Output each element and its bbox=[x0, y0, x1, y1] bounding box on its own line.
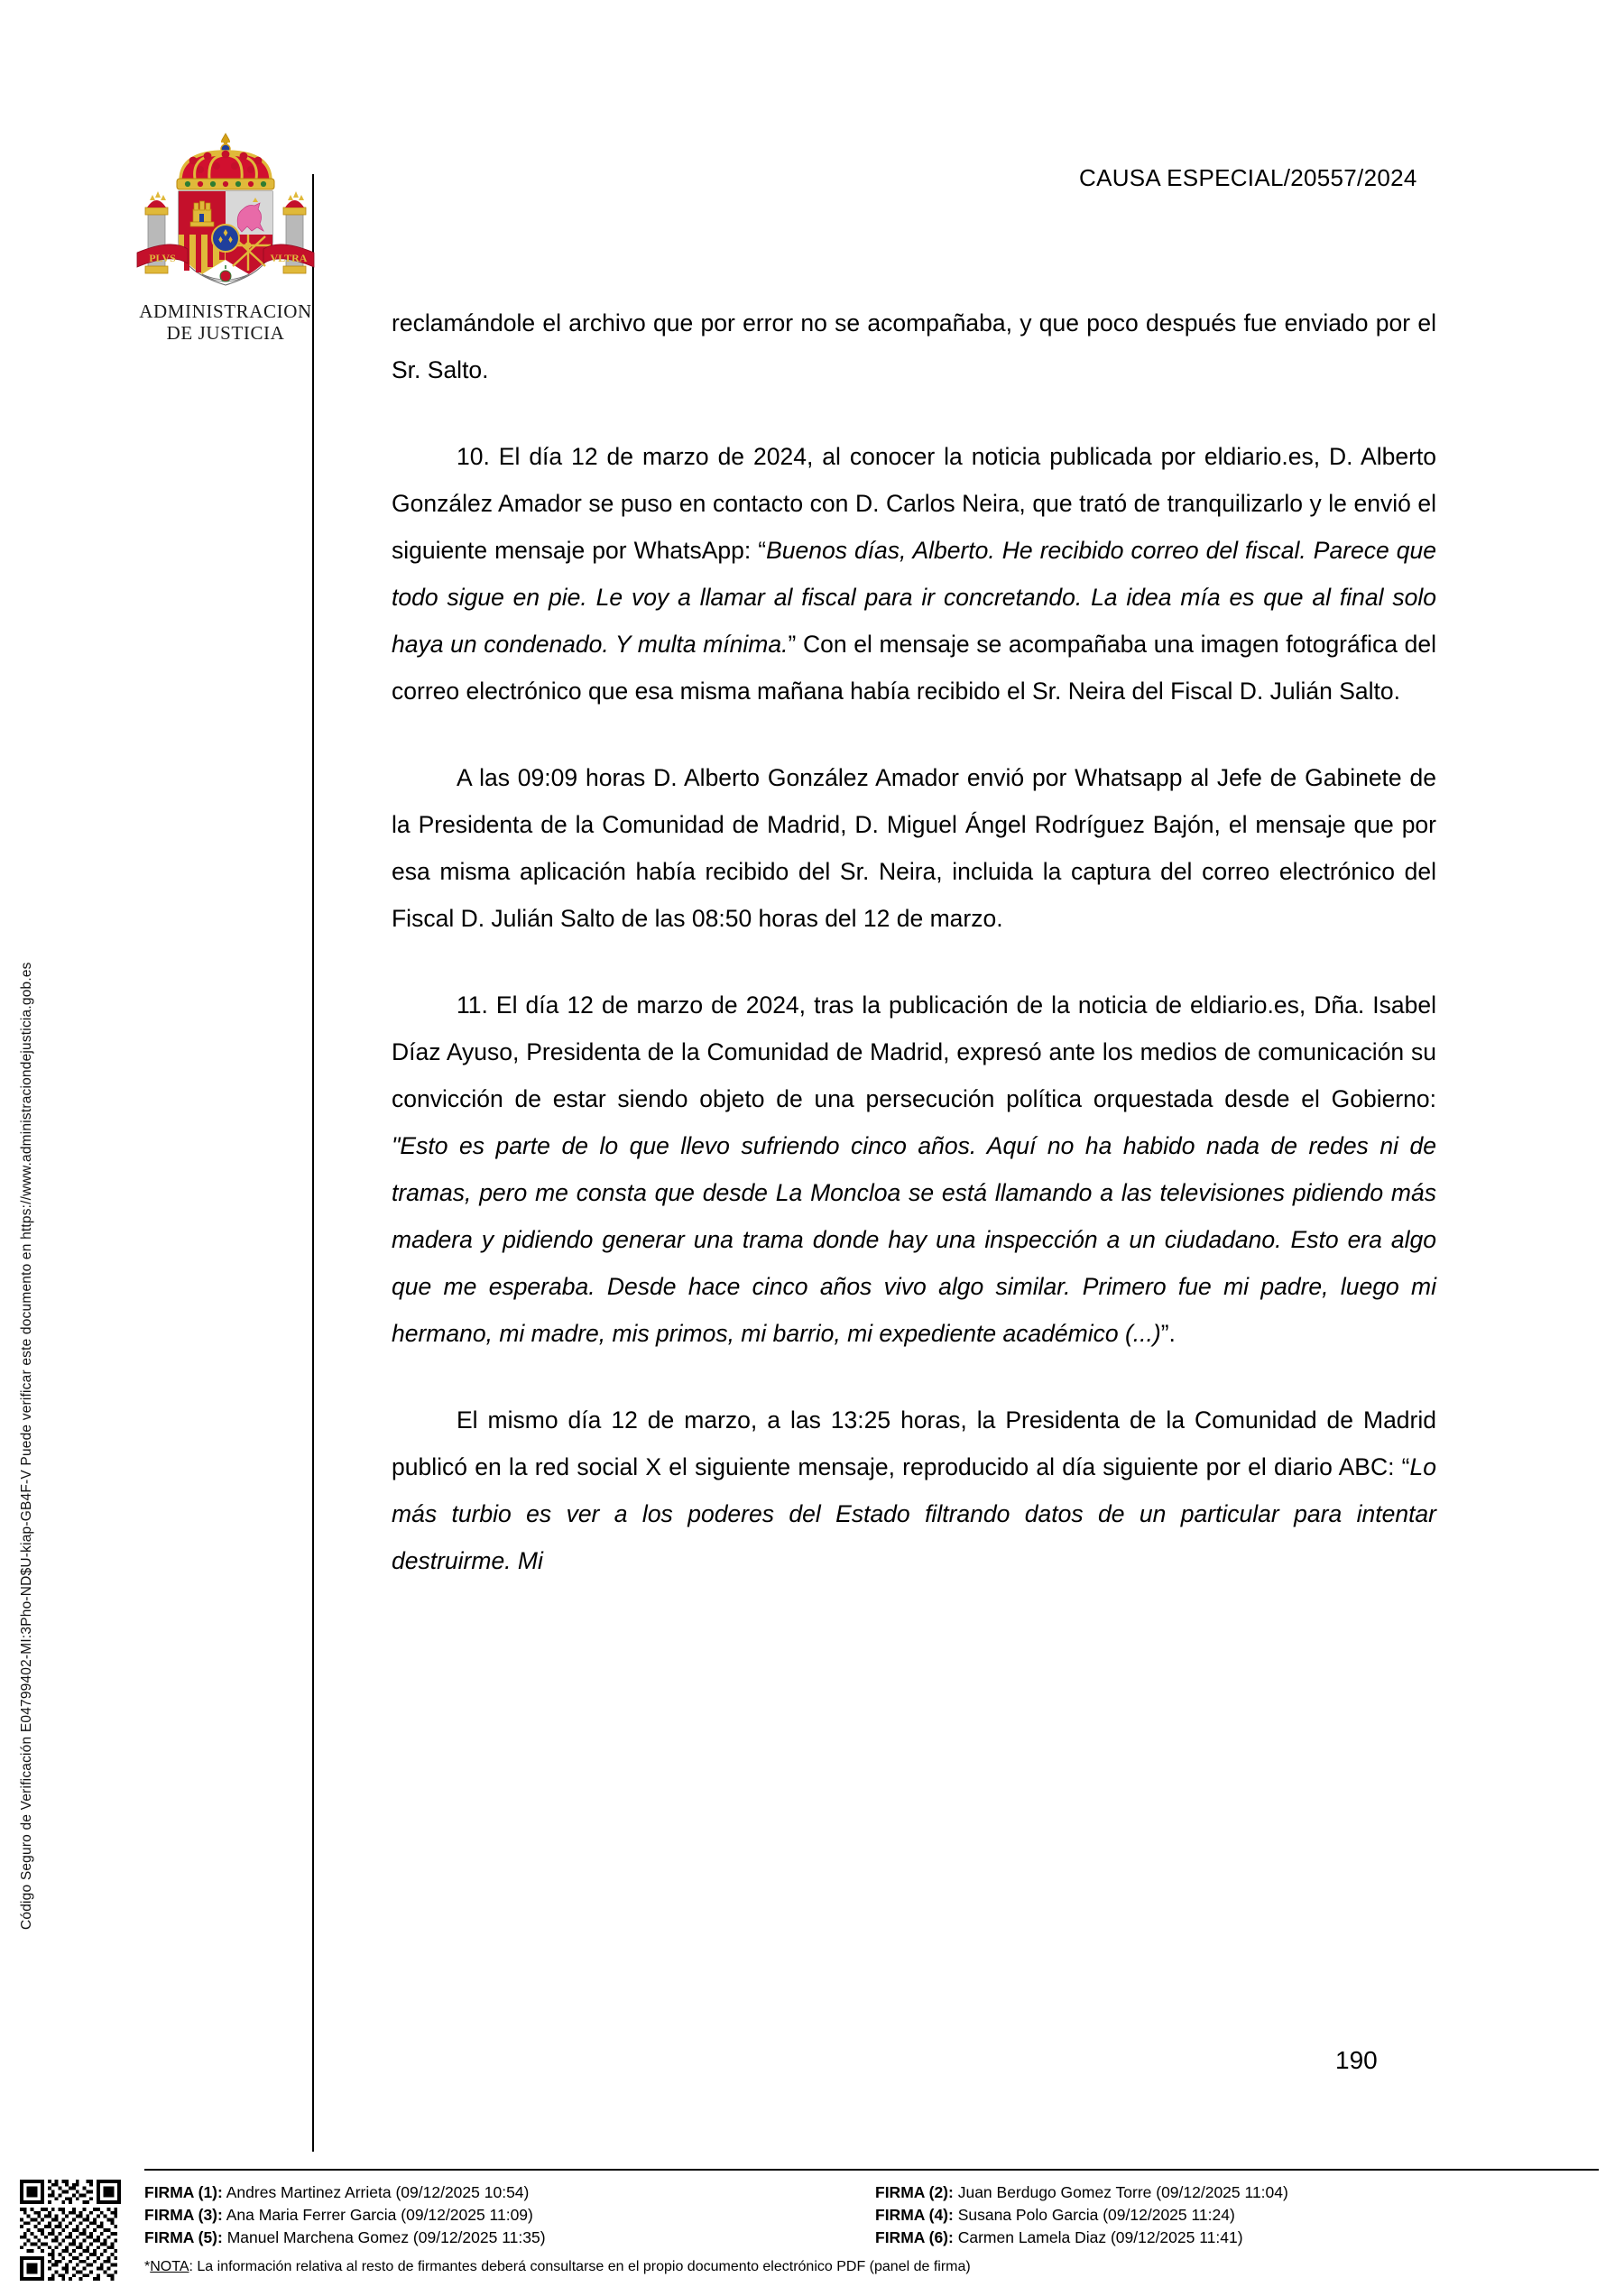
document-body bbox=[392, 300, 1436, 1624]
signature-block bbox=[144, 2181, 1606, 2249]
document-footer bbox=[0, 2169, 1624, 2296]
signature-label-6: FIRMA (6): bbox=[875, 2228, 954, 2246]
signature-value-1: Andres Martinez Arrieta (09/12/2025 10:54) bbox=[226, 2183, 530, 2201]
footer-note-text: : La información relativa al resto de firmantes deberá consultarse en el propio documento electrónico PDF (panel de firma) bbox=[189, 2259, 971, 2274]
signature-value-6: Carmen Lamela Diaz (09/12/2025 11:41) bbox=[957, 2228, 1243, 2246]
signature-label-1: FIRMA (1): bbox=[144, 2183, 223, 2201]
emblem-caption bbox=[90, 301, 361, 344]
verification-code-text: Código Seguro de Verificación E04799402-MI:3Pho-ND$U-kiap-GB4F-V Puede verificar este documento en https://www.administraciondejusticia.gob.es bbox=[19, 962, 34, 1930]
signature-value-3: Ana Maria Ferrer Garcia (09/12/2025 11:09) bbox=[226, 2206, 533, 2224]
footer-note bbox=[144, 2259, 971, 2275]
footer-note-prefix: * bbox=[144, 2259, 151, 2274]
signature-value-4: Susana Polo Garcia (09/12/2025 11:24) bbox=[957, 2206, 1235, 2224]
verification-sidebar bbox=[0, 0, 58, 2147]
signature-row-5 bbox=[144, 2227, 875, 2249]
page-number: 190 bbox=[1335, 2046, 1378, 2074]
footer-divider bbox=[144, 2169, 1599, 2171]
column-divider bbox=[312, 174, 314, 2152]
signature-row-3 bbox=[144, 2204, 875, 2227]
paragraph-0909: A las 09:09 horas D. Alberto González Amador envió por Whatsapp al Jefe de Gabinete de la Presidenta de la Comunidad de Madrid, D. Miguel Ángel Rodríguez Bajón, el mensaje que por esa misma aplicación había recibido del Sr. Neira, incluida la captura del correo electrónico del Fiscal D. Julián Salto de las 08:50 horas del 12 de marzo. bbox=[392, 764, 1436, 932]
qr-code-icon bbox=[20, 2180, 121, 2281]
case-reference-header: CAUSA ESPECIAL/20557/2024 bbox=[1079, 164, 1417, 191]
signature-label-3: FIRMA (3): bbox=[144, 2206, 223, 2224]
signature-label-5: FIRMA (5): bbox=[144, 2228, 223, 2246]
signature-row-6 bbox=[875, 2227, 1606, 2249]
signature-column-right bbox=[875, 2181, 1606, 2249]
coat-of-arms-block bbox=[90, 126, 361, 344]
signature-label-4: FIRMA (4): bbox=[875, 2206, 954, 2224]
paragraph-continuation: reclamándole el archivo que por error no se acompañaba, y que poco después fue enviado por el Sr. Salto. bbox=[392, 309, 1436, 383]
signature-row-1 bbox=[144, 2181, 875, 2204]
motto-vltra-text: VLTRA bbox=[270, 252, 308, 264]
paragraph-10: 10. El día 12 de marzo de 2024, al conocer la noticia publicada por eldiario.es, D. Alberto González Amador se puso en contacto con D. Carlos Neira, que trató de tranquilizarlo y le envió el siguiente mensaje por WhatsApp: “Buenos días, Alberto. He recibido correo del fiscal. Parece que todo sigue en pie. Le voy a llamar al fiscal para ir concretando. La idea mía es que al final solo haya un condenado. Y multa mínima.” Con el mensaje se acompañaba una imagen fotográfica del correo electrónico que esa misma mañana había recibido el Sr. Neira del Fiscal D. Julián Salto. bbox=[392, 443, 1436, 705]
paragraph-1325: El mismo día 12 de marzo, a las 13:25 horas, la Presidenta de la Comunidad de Madrid publicó en la red social X el siguiente mensaje, reproducido al día siguiente por el diario ABC: “Lo más turbio es ver a los poderes del Estado filtrando datos de un particular para intentar destruirme. Mi bbox=[392, 1406, 1436, 1574]
emblem-caption-line2: DE JUSTICIA bbox=[166, 321, 285, 344]
motto-plvs-text: PLVS bbox=[149, 252, 176, 264]
signature-value-5: Manuel Marchena Gomez (09/12/2025 11:35) bbox=[226, 2228, 546, 2246]
emblem-caption-line1: ADMINISTRACION bbox=[139, 300, 312, 322]
spain-coat-of-arms-icon bbox=[117, 126, 334, 298]
signature-row-2 bbox=[875, 2181, 1606, 2204]
footer-note-label: NOTA bbox=[150, 2259, 189, 2274]
signature-label-2: FIRMA (2): bbox=[875, 2183, 954, 2201]
signature-value-2: Juan Berdugo Gomez Torre (09/12/2025 11:04) bbox=[957, 2183, 1288, 2201]
signature-column-left bbox=[144, 2181, 875, 2249]
signature-row-4 bbox=[875, 2204, 1606, 2227]
paragraph-11: 11. El día 12 de marzo de 2024, tras la publicación de la noticia de eldiario.es, Dña. Isabel Díaz Ayuso, Presidenta de la Comunidad de Madrid, expresó ante los medios de comunicación su convicción de estar siendo objeto de una persecución política orquestada desde el Gobierno: "Esto es parte de lo que llevo sufriendo cinco años. Aquí no ha habido nada de redes ni de tramas, pero me consta que desde La Moncloa se está llamando a las televisiones pidiendo más madera y pidiendo generar una trama donde hay una inspección a un ciudadano. Esto era algo que me esperaba. Desde hace cinco años vivo algo similar. Primero fue mi padre, luego mi hermano, mi madre, mis primos, mi barrio, mi expediente académico (...)”. bbox=[392, 991, 1436, 1347]
